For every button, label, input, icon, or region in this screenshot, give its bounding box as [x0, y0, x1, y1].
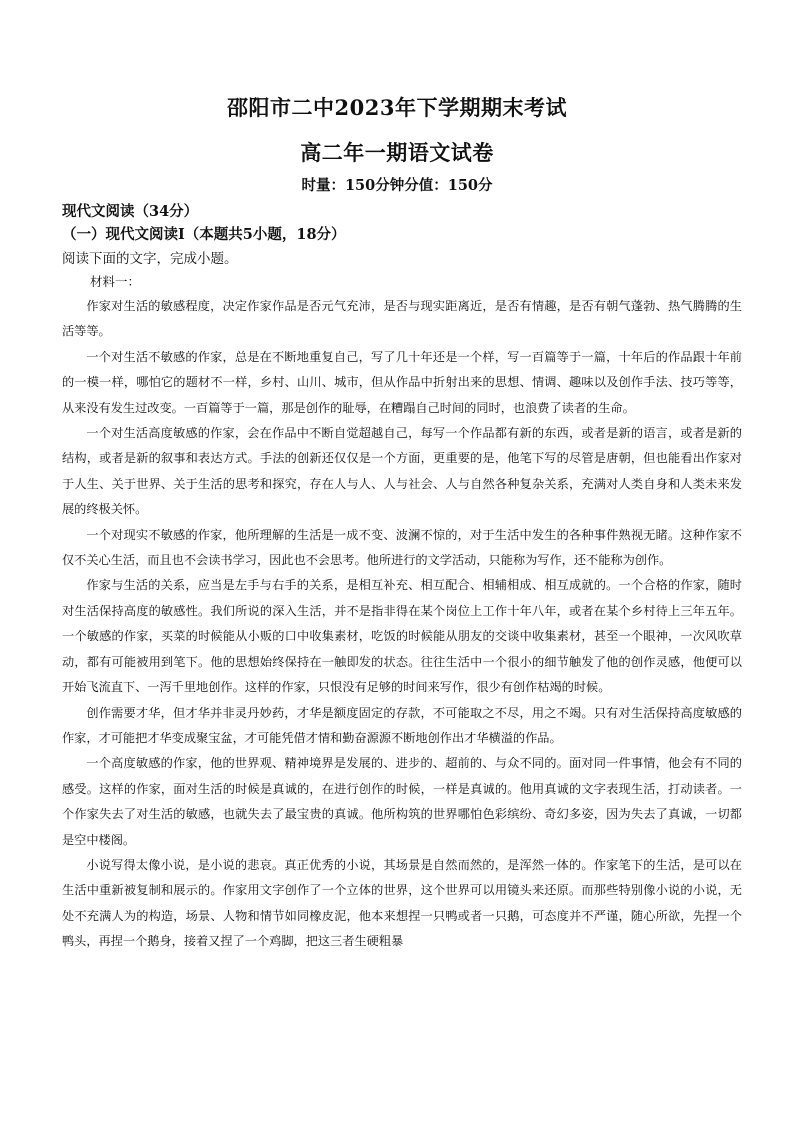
passage-paragraph: 小说写得太像小说，是小说的悲哀。真正优秀的小说，其场景是自然而然的，是浑然一体的。作家笔下的生活，是可以在生活中重新被复制和展示的。作家用文字创作了一个立体的世界，这个世界可以用镜头来还原。而那些特别像小说的小说，无处不充满人为的构造，场景、人物和情节如同橡皮泥，他本来想捏一只鸭或者一只鹅，可态度并不严谨，随心所欲，先捏一个鸭头，再捏一个鹅身，接着又捏了一个鸡脚，把这三者生硬粗暴 — [62, 857, 742, 949]
passage — [62, 294, 742, 955]
material-label: 材料一： — [90, 274, 141, 289]
passage-paragraph: 一个高度敏感的作家，他的世界观、精神境界是发展的、进步的、超前的、与众不同的。面对同一件事情，他会有不同的感受。这样的作家，面对生活的时候是真诚的，在进行创作的时候，一样是真诚的。他用真诚的文字表现生活，打动读者。一个作家失去了对生活的敏感，也就失去了最宝贵的真诚。他所构筑的世界哪怕色彩缤纷、奇幻多姿，因为失去了真诚，一切都是空中楼阁。 — [62, 756, 742, 847]
section-heading: 现代文阅读（34分） — [62, 203, 199, 220]
reading-instruction: 阅读下面的文字，完成小题。 — [62, 251, 238, 267]
passage-paragraph: 一个对现实不敏感的作家，他所理解的生活是一成不变、波澜不惊的，对于生活中发生的各种事件熟视无睹。这种作家不仅不关心生活，而且也不会读书学习，因此也不会思考。他所进行的文学活动，只能称为写作，还不能称为创作。 — [62, 527, 742, 568]
exam-title: 邵阳市二中2023年下学期期末考试 — [227, 95, 567, 120]
passage-paragraph: 一个对生活不敏感的作家，总是在不断地重复自己，写了几十年还是一个样，写一百篇等于一篇，十年后的作品跟十年前的一模一样，哪怕它的题材不一样，乡村、山川、城市，但从作品中折射出来的思想、情调、趣味以及创作手法、技巧等等，从来没有发生过改变。一百篇等于一篇，那是创作的耻辱，在糟蹋自己时间的同时，也浪费了读者的生命。 — [62, 349, 742, 415]
passage-paragraph: 作家对生活的敏感程度，决定作家作品是否元气充沛，是否与现实距离近，是否有情趣，是否有朝气蓬勃、热气腾腾的生活等等。 — [62, 299, 742, 339]
exam-info: 时量：150分钟分值：150分 — [301, 177, 493, 194]
passage-paragraph: 创作需要才华，但才华并非灵丹妙药，才华是额度固定的存款，不可能取之不尽，用之不竭。只有对生活保持高度敏感的作家，才可能把才华变成聚宝盆，才可能凭借才情和勤奋源源不断地创作出才华横溢的作品。 — [62, 705, 742, 745]
passage-paragraph: 一个对生活高度敏感的作家，会在作品中不断自觉超越自己，每写一个作品都有新的东西，或者是新的语言，或者是新的结构，或者是新的叙事和表达方式。手法的创新还仅仅是一个方面，更重要的是，他笔下写的尽管是唐朝，但也能看出作家对于人生、关于世界、关于生活的思考和探究，存在人与人、人与社会、人与自然各种复杂关系，充满对人类自身和人类未来发展的终极关怀。 — [62, 426, 742, 517]
subsection-heading: （一）现代文阅读I（本题共5小题，18分） — [62, 226, 346, 243]
exam-subtitle: 高二年一期语文试卷 — [300, 140, 494, 165]
passage-paragraph: 作家与生活的关系，应当是左手与右手的关系，是相互补充、相互配合、相辅相成、相互成就的。一个合格的作家，随时对生活保持高度的敏感性。我们所说的深入生活，并不是指非得在某个岗位上工作十年八年，或者在某个乡村待上三年五年。一个敏感的作家，买菜的时候能从小贩的口中收集素材，吃饭的时候能从朋友的交谈中收集素材，甚至一个眼神，一次风吹草动，都有可能被用到笔下。他的思想始终保持在一触即发的状态。往往生活中一个很小的细节触发了他的创作灵感，他便可以开始飞流直下、一泻千里地创作。这样的作家，只恨没有足够的时间来写作，很少有创作枯竭的时候。 — [62, 578, 742, 695]
